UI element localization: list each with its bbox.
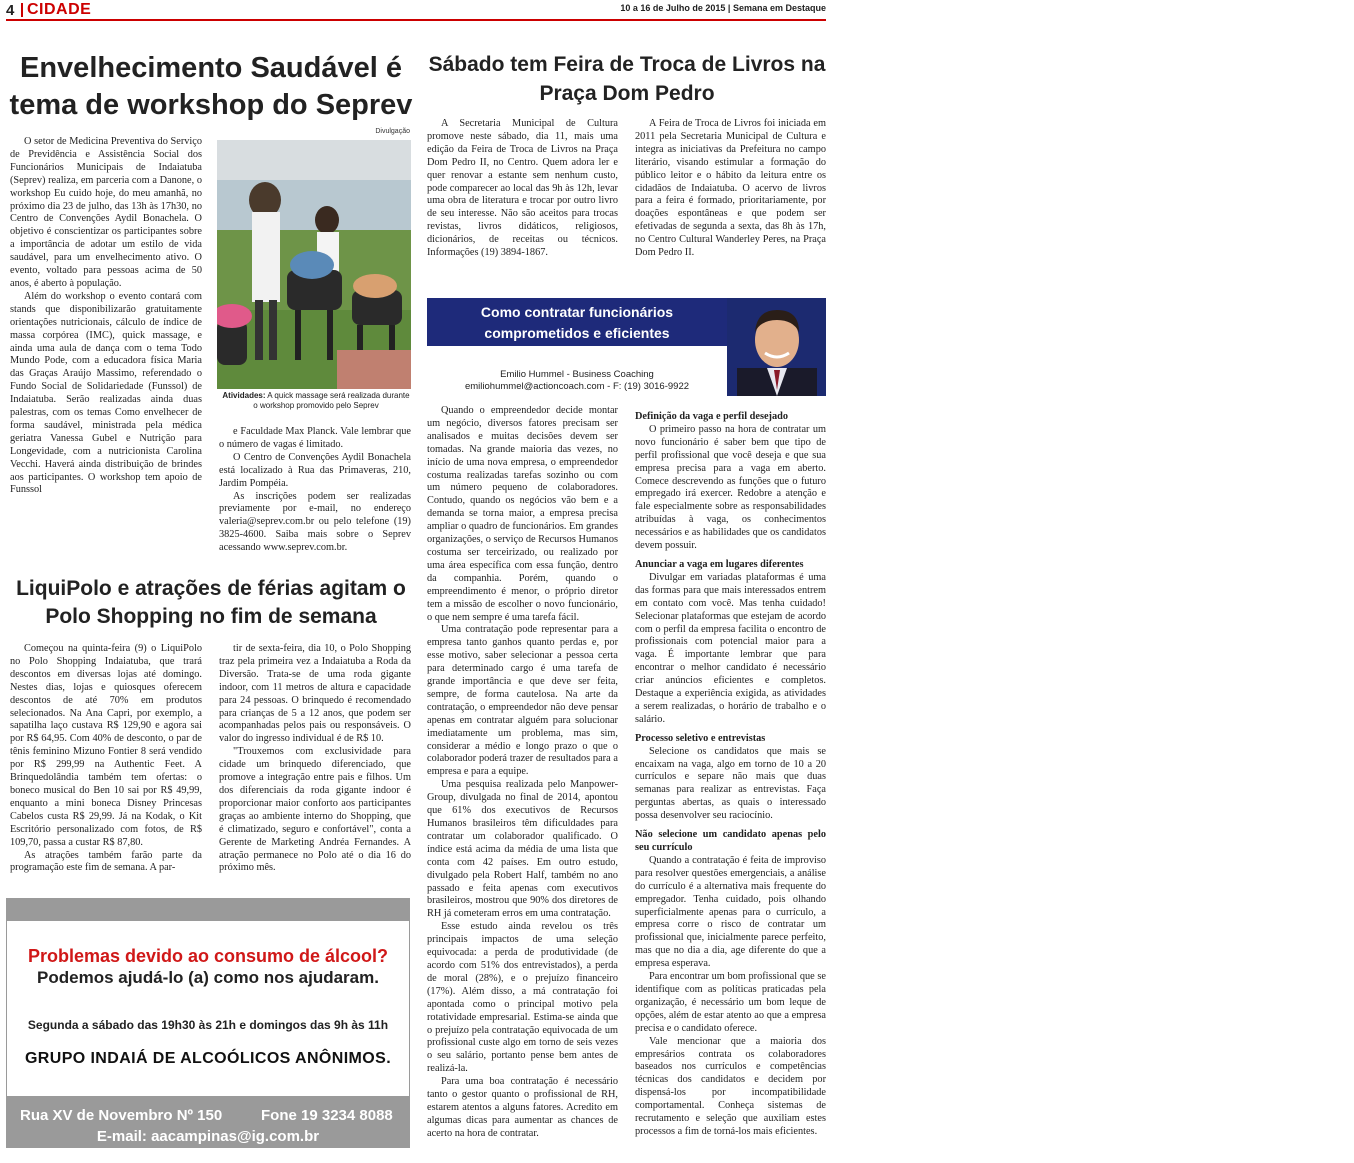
ad-headline: Problemas devido ao consumo de álcool? bbox=[27, 946, 389, 966]
author-name: Emilio Hummel - Business Coaching bbox=[500, 369, 654, 380]
header-separator bbox=[21, 3, 23, 17]
paragraph: Quando o empreendedor decide montar um negócio, diversos fatores precisam ser analisados e muitas decisões devem ser tomadas. Na grande maioria das vezes, no início de uma nova empresa, o empreendedor costuma realizadas tarefas sozinho ou com um número pequeno de colaboradores. Contudo, quando os negócios vão bem e a demanda se torna maior, a empresa precisa ampliar o quadro de funcionários. Em grandes organizações, o serviço de Recursos Humanos costuma ser terceirizado, ou realizado por uma área específica com essa função, dentro da companhia. Porém, quando o empreendimento é menor, o próprio diretor tem a missão de escolher o novo funcionário, o que nem sempre é uma tarefa fácil. bbox=[427, 405, 618, 623]
paragraph: As atrações também farão parte da programação este fim de semana. A par- bbox=[10, 849, 202, 874]
ad-address: Rua XV de Novembro Nº 150 bbox=[20, 1107, 223, 1124]
paragraph: O setor de Medicina Preventiva do Serviço de Previdência e Assistência Social dos Funcionários Municipais de Indaiatuba (Seprev) realiza, em parceria com a Danone, o workshop Eu cuido hoje, do meu amanhã, no próximo dia 23 de julho, das 13h às 17h30, no Centro de Convenções Aydil Bonachela. O objetivo é conscientizar os participantes sobre a importância de adotar um estilo de vida saudável, para um envelhecimento ativo. O evento, voltado para pessoas acima de 50 anos, é aberto à população. bbox=[10, 136, 202, 289]
section-title: CIDADE bbox=[27, 1, 92, 18]
paragraph: Selecione os candidatos que mais se encaixam na vaga, algo em torno de 10 a 20 currículos e separe não mais que duas semanas para realizar as entrevistas. Faça perguntas abertas, as quais o interessado possa desenvolver seu raciocínio. bbox=[635, 745, 826, 822]
paragraph: Esse estudo ainda revelou os três principais impactos de uma seleção equivocada: a perda de produtividade (de acordo com 51% dos entrevistados), a perda de moral (28%), e o prejuízo financeiro (17%). Além disso, a má contratação foi apontada como o principal motivo pela rotatividade empresarial. Estima-se ainda que o prejuízo pela contratação equivocada de um profissional custe algo em torno de seis vezes o seu salário, portanto pense bem antes de realizá-la. bbox=[427, 921, 618, 1075]
subheading: Não selecione um candidato apenas pelo seu currículo bbox=[635, 829, 826, 853]
ad-group-name: GRUPO INDAIÁ DE ALCOÓLICOS ANÔNIMOS. bbox=[24, 1050, 392, 1067]
subheading: Anunciar a vaga em lugares diferentes bbox=[635, 558, 804, 570]
photo-caption bbox=[220, 391, 412, 410]
paragraph: Uma pesquisa realizada pelo Manpower-Group, divulgada no final de 2014, apontou que 61% dos executivos de Recursos Humanos brasileiros têm dificuldades para contratar um colaborador qualificado. O índice está acima da média de uma lista que conta com 42 países. Em outro estudo, divulgado pela Robert Half, também no ano passado e feita apenas com executivos brasileiros, mostrou que 90% dos diretores de RH já cometeram erros em uma contratação. bbox=[427, 779, 618, 920]
paragraph: tir de sexta-feira, dia 10, o Polo Shopping traz pela primeira vez a Indaiatuba a Roda da Diversão. Trata-se de uma roda gigante indoor, com 11 metros de altura e capacidade para 24 pessoas. O brinquedo é recomendado para crianças de 5 a 12 anos, que podem ser acompanhadas pelos pais ou responsáveis. O valor do ingresso individual é de R$ 10. bbox=[219, 643, 411, 745]
author-contact: emiliohummel@actioncoach.com - F: (19) 3016-9922 bbox=[464, 381, 690, 392]
page-number: 4 bbox=[6, 2, 15, 19]
paragraph: Uma contratação pode representar para a empresa tanto ganhos quanto perdas e, por esse motivo, saber selecionar a pessoa certa para determinado cargo é uma tarefa de grande importância e que deve ser feita, sempre, de forma cautelosa. Na arte da contratação, o empreendedor não deve pensar apenas em contratar alguém para solucionar imediatamente um problema, mas sim, considerar a médio e longo prazo o que o colaborador poderá trazer de resultados para a empresa e para a equipe. bbox=[427, 624, 618, 778]
author-portrait bbox=[727, 298, 826, 396]
paragraph: Quando a contratação é feita de improviso para resolver questões emergenciais, a análise do currículo é a alternativa mais frequente do empregador. Tenha cuidado, pois olhando superficialmente apenas para o currículo, a empresa corre o risco de contratar um profissional que, inicialmente parece perfeito, mas que no dia a dia, age diferente do que a empresa esperava. bbox=[635, 854, 826, 970]
ad-subheadline: Podemos ajudá-lo (a) como nos ajudaram. bbox=[37, 968, 379, 987]
paragraph: O primeiro passo na hora de contratar um novo funcionário é saber bem que tipo de perfil profissional que você deseja e que sua empresa precisa para a vaga em aberto. Comece descrevendo as funções que o futuro empregado irá exercer. Redobre a atenção e fale especialmente sobre as responsabilidades atribuídas à vaga, os conhecimentos necessários e as habilidades que os candidatos devem possuir. bbox=[635, 423, 826, 552]
paragraph: A Feira de Troca de Livros foi iniciada em 2011 pela Secretaria Municipal de Cultura e integra as iniciativas da Prefeitura no campo literário, visando estimular a formação do público leitor e o hábito da leitura entre os cidadãos de Indaiatuba. O acervo de livros para a feira é formado, prioritariamente, por doações espontâneas e que podem ser efetivadas de segunda a sexta, das 8h às 17h, no Centro Cultural Wanderley Peres, na Praça Dom Pedro II. bbox=[635, 118, 826, 259]
paragraph: Para encontrar um bom profissional que se identifique com as políticas praticadas pela organização, é necessário um bom leque de opções, além de estar atento ao que a empresa precisa e o candidato oferece. bbox=[635, 971, 826, 1034]
article-column-contratar-1 bbox=[427, 405, 618, 1141]
paragraph: "Trouxemos com exclusividade para cidade um brinquedo diferenciado, que promove a integração entre pais e filhos. Um dos diferenciais da roda gigante indoor é proporcionar maior conforto aos participantes graças ao ambiente interno do Shopping, que é climatizado, seguro e confortável", conta a Gerente de Marketing Andréa Fernandes. A atração permanece no Polo até o dia 16 do próximo mês. bbox=[219, 746, 411, 874]
article-column-liquipolo-1 bbox=[10, 643, 202, 875]
ad-top-bar bbox=[6, 898, 410, 920]
subheading: Processo seletivo e entrevistas bbox=[635, 732, 766, 744]
paragraph: Para uma boa contratação é necessário tanto o gestor quanto o profissional de RH, estarem atentos a alguns fatores. Acredito em algumas dicas para aumentar as chances de acerto na hora de contratar. bbox=[427, 1076, 618, 1139]
edition-date: 10 a 16 de Julho de 2015 | Semana em Destaque bbox=[620, 3, 826, 13]
paragraph: Começou na quinta-feira (9) o LiquiPolo no Polo Shopping Indaiatuba, que trará descontos em diversas lojas até domingo. Nestes dias, lojas e quiosques oferecem descontos de até 70% em produtos selecionados. Na Ana Capri, por exemplo, a sapatilha laço custava R$ 129,90 e agora sai por R$ 64,95. Com 40% de desconto, o par de tênis feminino Mizuno Fontier 8 será vendido por R$ 299,99 na Authentic Feet. A Brinquedolândia também tem ofertas: o boneco musical do Ben 10 sai por R$ 49,99, enquanto a mini boneca Disney Princesas Cabelos custa R$ 29,99. Já na Kodak, o Kit Escritório personalizado com fotos, de R$ 109,70, passa a custar R$ 87,80. bbox=[10, 643, 202, 848]
paragraph: Divulgar em variadas plataformas é uma das formas para que mais interessados entrem em contato com você. Mas tenha cuidado! Selecionar plataformas que estejam de acordo com o perfil da empresa facilita o encontro de profissionais com potencial maior para a vaga. É importante lembrar que para encontrar o melhor candidato é necessário criar anúncios eficientes e completos. Destaque a experiência exigida, as atividades a serem realizadas, o horário de trabalho e o salário. bbox=[635, 571, 826, 725]
column-byline bbox=[427, 369, 727, 393]
paragraph: A Secretaria Municipal de Cultura promove neste sábado, dia 11, mais uma edição da Feira de Troca de Livros na Praça Dom Pedro II, no Centro. Quem adora ler e quer renovar a estante sem nenhum custo, pode comparecer ao local das 9h às 12h, levar uma obra de literatura e trocar por outro livro de seu interesse. Não são aceitos para trocas revistas, livros didáticos, religiosos, dicionários, de receitas ou técnicos. Informações (19) 3894-1867. bbox=[427, 118, 618, 259]
paragraph: O Centro de Convenções Aydil Bonachela está localizado à Rua das Primaveras, 210, Jardim Pompéia. bbox=[219, 451, 411, 489]
article-column-seprev-1 bbox=[10, 136, 202, 497]
header-rule bbox=[6, 19, 826, 21]
article-headline-liquipolo: LiquiPolo e atrações de férias agitam o Polo Shopping no fim de semana bbox=[16, 577, 406, 628]
article-column-contratar-2 bbox=[635, 405, 826, 1139]
ad-phone: Fone 19 3234 8088 bbox=[261, 1107, 393, 1124]
article-column-seprev-2 bbox=[219, 426, 411, 555]
article-headline-feira-livros: Sábado tem Feira de Troca de Livros na Praça Dom Pedro bbox=[428, 53, 826, 105]
article-column-feira-1 bbox=[427, 118, 618, 260]
column-banner-title: Como contratar funcionários comprometidos e eficientes bbox=[480, 304, 674, 341]
caption-label: Atividades: bbox=[222, 391, 266, 400]
paragraph: Além do workshop o evento contará com stands que disponibilizarão gratuitamente orientações nutricionais, cálculo de índice de massa corpórea (IMC), quick massage, e ainda uma aula de dança com o tema Todo Mundo Pode, com a educadora física Maria das Graças Araújo Massimo, referendado o Fundo Social de Solidariedade (Funssol) de Indaiatuba. Serão realizadas ainda duas palestras, com os temas Como envelhecer de forma saudável, ministrada pela médica geriatra Vanessa Gubel e Nutrição para Longevidade, com a nutricionista Carolina Vecchi. Haverá ainda distribuição de brindes aos participantes. O workshop tem apoio de Funssol bbox=[10, 290, 202, 496]
paragraph: Vale mencionar que a maioria dos empresários contrata os colaboradores baseados nos currículos e competências técnicas dos candidatos e decidem por dispensá-los por incompatibilidade comportamental. Conheça sistemas de recrutamento e seleção que auxiliam estes processos a fim de torná-los mais eficientes. bbox=[635, 1035, 826, 1137]
paragraph: As inscrições podem ser realizadas previamente por e-mail, no endereço valeria@seprev.com.br ou pelo telefone (19) 3825-4600. Saiba mais sobre o Seprev acessando www.seprev.com.br. bbox=[219, 490, 411, 554]
article-column-liquipolo-2 bbox=[219, 643, 411, 875]
subheading: Definição da vaga e perfil desejado bbox=[635, 411, 789, 422]
ad-schedule: Segunda a sábado das 19h30 às 21h e domingos das 9h às 11h bbox=[27, 1018, 389, 1032]
caption-text: A quick massage será realizada durante o workshop promovido pelo Seprev bbox=[253, 391, 410, 410]
photo-credit: Divulgação bbox=[375, 128, 410, 135]
workshop-photo bbox=[217, 140, 411, 389]
article-column-feira-2 bbox=[635, 118, 826, 260]
ad-email: E-mail: aacampinas@ig.com.br bbox=[96, 1128, 320, 1145]
article-headline-seprev: Envelhecimento Saudável é tema de workshop do Seprev bbox=[9, 52, 413, 121]
paragraph: e Faculdade Max Planck. Vale lembrar que o número de vagas é limitado. bbox=[219, 426, 411, 450]
